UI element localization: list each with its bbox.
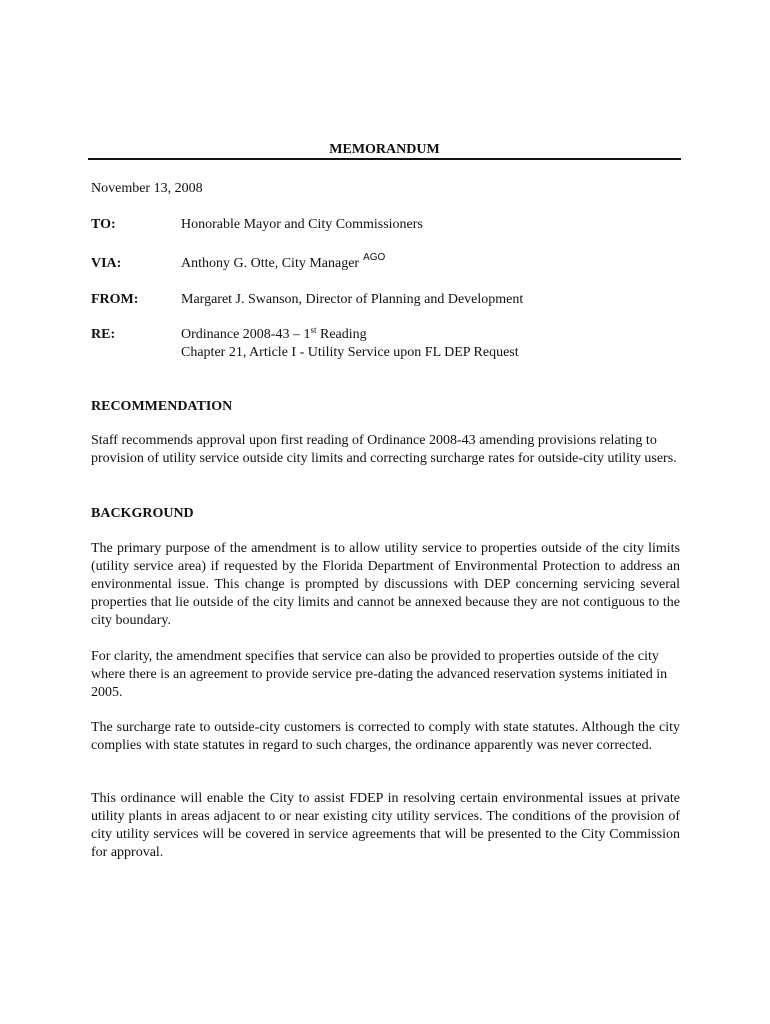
background-paragraph-1: The primary purpose of the amendment is to allow utility service to properties outside of the city limits (utility service area) if requested by the Florida Department of Environmental Protection to address an environmental issue. This change is prompted by discussions with DEP concerning servicing several properties that lie outside of the city limits and cannot be annexed because they are not contiguous to the city boundary. — [91, 541, 680, 628]
memo-date: November 13, 2008 — [91, 181, 203, 196]
from-value: Margaret J. Swanson, Director of Planning and Development — [181, 292, 524, 307]
recommendation-text: Staff recommends approval upon first reading of Ordinance 2008-43 amending provisions relating to provision of utility service outside city limits and correcting surcharge rates for outside-city utility users. — [91, 433, 677, 466]
to-value: Honorable Mayor and City Commissioners — [181, 217, 423, 232]
background-paragraph-4: This ordinance will enable the City to assist FDEP in resolving certain environmental issues at private utility plants in areas adjacent to or near existing city utility services. The conditions of the provision of city utility services will be covered in service agreements that will be presented to the City Commission for approval. — [91, 791, 680, 860]
memo-title: MEMORANDUM — [329, 142, 440, 157]
background-paragraph-2: For clarity, the amendment specifies that service can also be provided to properties outside of the city where there is an agreement to provide service pre-dating the advanced reservation systems initiated in 2005. — [91, 649, 668, 700]
via-value: Anthony G. Otte, City Manager — [181, 256, 360, 271]
title-divider — [88, 158, 681, 160]
via-line — [181, 252, 386, 273]
manager-initials: AGO — [363, 252, 386, 263]
re-ordinance: Ordinance 2008-43 – 1 — [181, 327, 311, 342]
re-line-2: Chapter 21, Article I - Utility Service upon FL DEP Request — [181, 345, 519, 360]
recommendation-heading: RECOMMENDATION — [91, 399, 233, 414]
re-reading: Reading — [316, 327, 367, 342]
re-ordinal-sup: st — [310, 325, 317, 335]
re-label: RE: — [91, 327, 116, 342]
background-paragraph-3: The surcharge rate to outside-city customers is corrected to comply with state statutes. Although the city complies with state statutes in regard to such charges, the ordinance apparently was never corrected. — [91, 720, 680, 753]
to-label: TO: — [91, 217, 116, 232]
background-heading: BACKGROUND — [91, 506, 194, 521]
from-label: FROM: — [91, 292, 139, 307]
re-line-1 — [181, 326, 367, 344]
via-label: VIA: — [91, 256, 122, 271]
